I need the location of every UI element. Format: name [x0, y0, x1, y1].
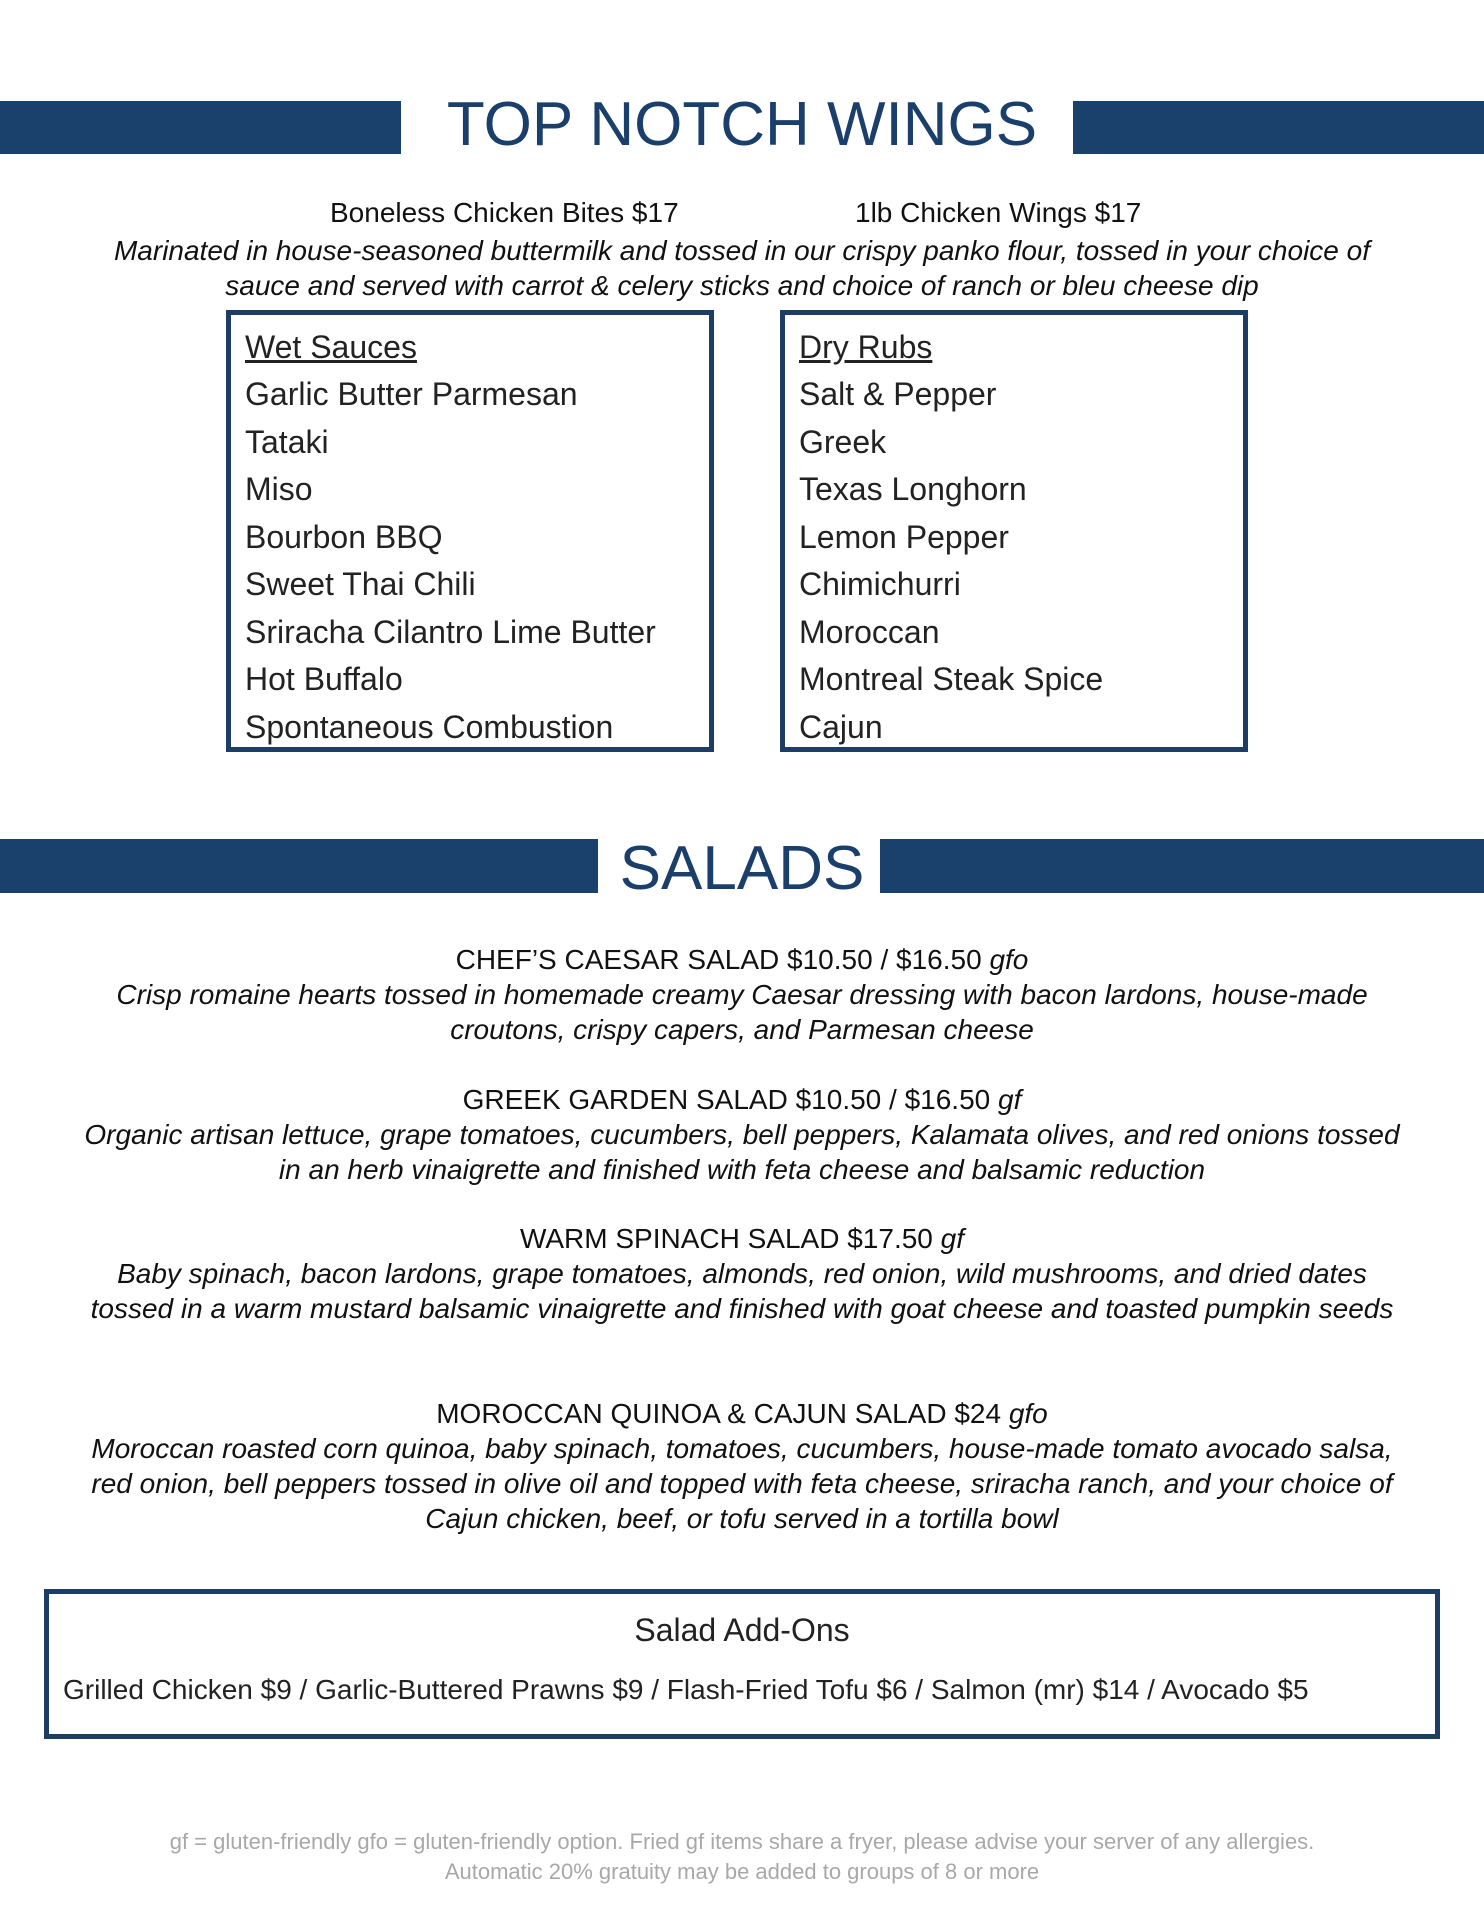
dry-rub-item: Lemon Pepper [799, 518, 1009, 555]
addons-items: Grilled Chicken $9 / Garlic-Buttered Prawns $9 / Flash-Fried Tofu $6 / Salmon (mr) $14 / Avocado $5 [63, 1674, 1309, 1705]
dry-rub-item: Greek [799, 423, 887, 460]
dry-rubs-heading: Dry Rubs [799, 329, 933, 365]
addons-title: Salad Add-Ons [634, 1612, 850, 1648]
salad-description: Baby spinach, bacon lardons, grape tomatoes, almonds, red onion, wild mushrooms, and dried dates tossed in a warm mustard balsamic vinaigrette and finished with goat cheese and toasted pumpkin seeds [90, 1258, 1394, 1324]
salad-description: Organic artisan lettuce, grape tomatoes, cucumbers, bell peppers, Kalamata olives, and red onions tossed in an herb vinaigrette and finished with feta cheese and balsamic reduction [84, 1119, 1400, 1185]
salad-name: WARM SPINACH SALAD $17.50 [519, 1223, 933, 1254]
wet-sauce-item: Garlic Butter Parmesan [245, 376, 578, 412]
dry-rub-item: Chimichurri [799, 566, 961, 602]
salad-description: Crisp romaine hearts tossed in homemade creamy Caesar dressing with bacon lardons, house-made croutons, crispy capers, and Parmesan cheese [116, 979, 1368, 1045]
salad-title [80, 942, 1404, 977]
wings-banner [0, 90, 1484, 164]
salad-title [80, 1221, 1404, 1256]
wet-sauce-item: Bourbon BBQ [245, 518, 443, 555]
salad-item [80, 1396, 1404, 1536]
wet-sauce-item: Sweet Thai Chili [245, 566, 476, 602]
salad-title [80, 1396, 1404, 1431]
wet-sauces-heading: Wet Sauces [245, 329, 417, 365]
salad-title [80, 1082, 1404, 1117]
salad-tag: gf [940, 1223, 965, 1254]
wet-sauces-box [226, 310, 714, 752]
salad-item [80, 1082, 1404, 1187]
wet-sauce-item: Tataki [245, 423, 329, 460]
salads-banner [0, 836, 1484, 906]
boneless-bites-price: Boneless Chicken Bites $17 [330, 197, 679, 228]
dry-rub-item: Montreal Steak Spice [799, 661, 1104, 697]
chicken-wings-price: 1lb Chicken Wings $17 [855, 197, 1142, 228]
wings-description: Marinated in house-seasoned buttermilk and tossed in our crispy panko flour, tossed in your choice of sauce and served with carrot & celery sticks and choice of ranch or bleu cheese dip [113, 235, 1371, 301]
footer-gratuity-note: Automatic 20% gratuity may be added to groups of 8 or more [444, 1859, 1040, 1884]
salad-item [80, 942, 1404, 1047]
salad-name: GREEK GARDEN SALAD $10.50 / $16.50 [462, 1084, 991, 1115]
wet-sauce-item: Hot Buffalo [245, 661, 403, 697]
dry-rub-item: Salt & Pepper [799, 376, 997, 412]
salad-tag: gf [998, 1084, 1022, 1115]
salad-description: Moroccan roasted corn quinoa, baby spinach, tomatoes, cucumbers, house-made tomato avocado salsa, red onion, bell peppers tossed in olive oil and topped with feta cheese, sriracha ranch, and your choice of Cajun chicken, beef, or tofu served in a tortilla bowl [91, 1433, 1393, 1534]
footer-allergy-note: gf = gluten-friendly gfo = gluten-friendly option. Fried gf items share a fryer, please advise your server of any allergies. [169, 1829, 1315, 1854]
wet-sauce-item: Spontaneous Combustion [245, 708, 614, 745]
salad-tag: gfo [989, 944, 1029, 975]
salad-addons-box [44, 1589, 1440, 1739]
salad-item [80, 1221, 1404, 1326]
salad-tag: gfo [1008, 1398, 1048, 1429]
wet-sauce-item: Miso [245, 471, 313, 507]
wings-title: TOP NOTCH WINGS [446, 90, 1038, 159]
dry-rub-item: Cajun [799, 708, 883, 745]
dry-rub-item: Moroccan [799, 613, 940, 650]
salad-name: MOROCCAN QUINOA & CAJUN SALAD $24 [436, 1398, 1002, 1429]
salad-name: CHEF’S CAESAR SALAD $10.50 / $16.50 [455, 944, 982, 975]
dry-rub-item: Texas Longhorn [799, 471, 1027, 507]
wet-sauce-item: Sriracha Cilantro Lime Butter [245, 613, 656, 650]
dry-rubs-box [780, 310, 1248, 752]
salads-title: SALADS [619, 834, 865, 903]
